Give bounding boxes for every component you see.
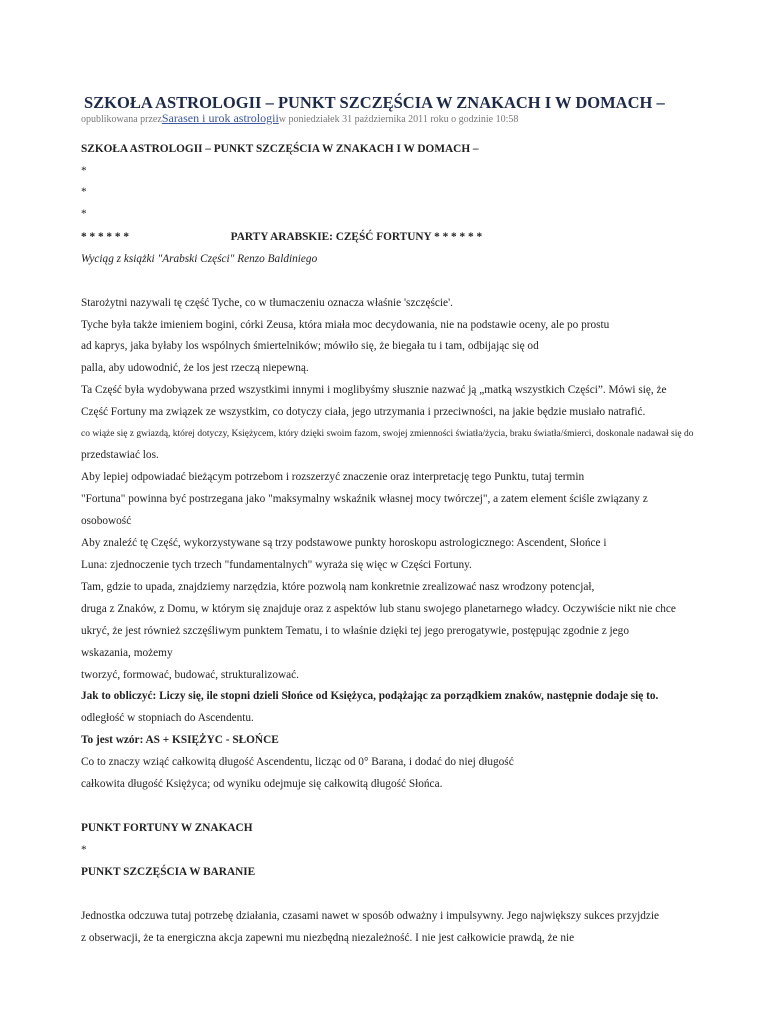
paragraph-line: ad kaprys, jaka byłaby los wspólnych śmiertelników; mówiło się, że biegała tu i tam, odbijając się od <box>81 340 539 352</box>
paragraph-line: Ta Część była wydobywana przed wszystkimi innymi i moglibyśmy słusznie nazwać ją „matką wszystkich Części”. Mówi się, że <box>81 384 667 396</box>
separator-star: * <box>81 208 87 220</box>
paragraph-line: Część Fortuny ma związek ze wszystkim, co dotyczy ciała, jego utrzymania i przeciwności, na jakie będzie musiało natrafić. <box>81 406 646 418</box>
author-link[interactable]: Sarasen i urok astrologii <box>161 111 279 125</box>
formula-line: To jest wzór: AS + KSIĘŻYC - SŁOŃCE <box>81 734 279 746</box>
separator-star: * <box>81 165 87 177</box>
calculation-heading: Jak to obliczyć: Liczy się, ile stopni dzieli Słońce od Księżyca, podążając za porządkiem znaków, następnie dodaje się to. <box>81 690 659 702</box>
separator-star: * <box>81 844 87 856</box>
section-heading: PUNKT FORTUNY W ZNAKACH <box>81 822 253 834</box>
paragraph-line: Jednostka odczuwa tutaj potrzebę działania, czasami nawet w sposób odważny i impulsywny. Jego największy sukces przyjdzie <box>81 910 660 922</box>
section-heading: * * * * * * PARTY ARABSKIE: CZĘŚĆ FORTUNY * * * * * * <box>81 231 483 243</box>
paragraph-line: tworzyć, formować, budować, strukturalizować. <box>81 669 300 681</box>
paragraph-line: Tam, gdzie to upada, znajdziemy narzędzia, które pozwolą nam konkretnie zrealizować nasz wrodzony potencjał, <box>81 581 595 593</box>
page-title: SZKOŁA ASTROLOGII – PUNKT SZCZĘŚCIA W ZNAKACH I W DOMACH – <box>84 93 665 112</box>
paragraph-line: "Fortuna" powinna być postrzegana jako "maksymalny wskaźnik własnej mocy twórczej", a zatem element ściśle związany z <box>81 493 648 505</box>
paragraph-line: odległość w stopniach do Ascendentu. <box>81 712 254 724</box>
paragraph-line: wskazania, możemy <box>81 647 173 659</box>
separator-star: * <box>81 186 87 198</box>
paragraph-line: Co to znaczy wziąć całkowitą długość Ascendentu, licząc od 0° Barana, i dodać do niej długość <box>81 756 514 768</box>
paragraph-line: palla, aby udowodnić, że los jest rzeczą niepewną. <box>81 362 309 374</box>
paragraph-line: z obserwacji, że ta energiczna akcja zapewni mu niezbędną niezależność. I nie jest całkowicie prawdą, że nie <box>81 932 575 944</box>
meta-prefix: opublikowana przez <box>81 114 162 125</box>
paragraph-line: ukryć, że jest również szczęśliwym punktem Tematu, i to właśnie dzięki tej jego prerogatywie, postępując zgodnie z jego <box>81 625 629 637</box>
heading-line: SZKOŁA ASTROLOGII – PUNKT SZCZĘŚCIA W ZNAKACH I W DOMACH – <box>81 143 479 155</box>
paragraph-line: Luna: zjednoczenie tych trzech "fundamentalnych" wyraża się więc w Części Fortuny. <box>81 559 472 571</box>
paragraph-line: Tyche była także imieniem bogini, córki Zeusa, która miała moc decydowania, nie na podstawie oceny, ale po prostu <box>81 319 610 331</box>
section-heading: PUNKT SZCZĘŚCIA W BARANIE <box>81 866 256 878</box>
paragraph-line: osobowość <box>81 515 132 527</box>
paragraph-line: co wiąże się z gwiazdą, której dotyczy, Księżycem, który dzięki swoim fazom, swojej zmienności światła/życia, braku światła/śmierci, doskonale nadawał się do <box>81 429 694 439</box>
paragraph-line: druga z Znaków, z Domu, w którym się znajduje oraz z aspektów lub stanu swojego planetarnego władcy. Oczywiście nikt nie chce <box>81 603 676 615</box>
meta-date: w poniedziałek 31 października 2011 roku o godzinie 10:58 <box>278 114 519 125</box>
paragraph-line: całkowita długość Księżyca; od wyniku odejmuje się całkowitą długość Słońca. <box>81 778 443 790</box>
post-meta <box>81 111 518 126</box>
paragraph-line: Aby znaleźć tę Część, wykorzystywane są trzy podstawowe punkty horoskopu astrologicznego: Ascendent, Słońce i <box>81 537 607 549</box>
paragraph-line: Aby lepiej odpowiadać bieżącym potrzebom i rozszerzyć znaczenie oraz interpretację tego Punktu, tutaj termin <box>81 471 585 483</box>
paragraph-line: przedstawiać los. <box>81 449 159 461</box>
paragraph-line: Starożytni nazywali tę część Tyche, co w tłumaczeniu oznacza właśnie 'szczęście'. <box>81 297 453 309</box>
source-note: Wyciąg z książki "Arabski Części" Renzo Baldiniego <box>81 253 318 265</box>
